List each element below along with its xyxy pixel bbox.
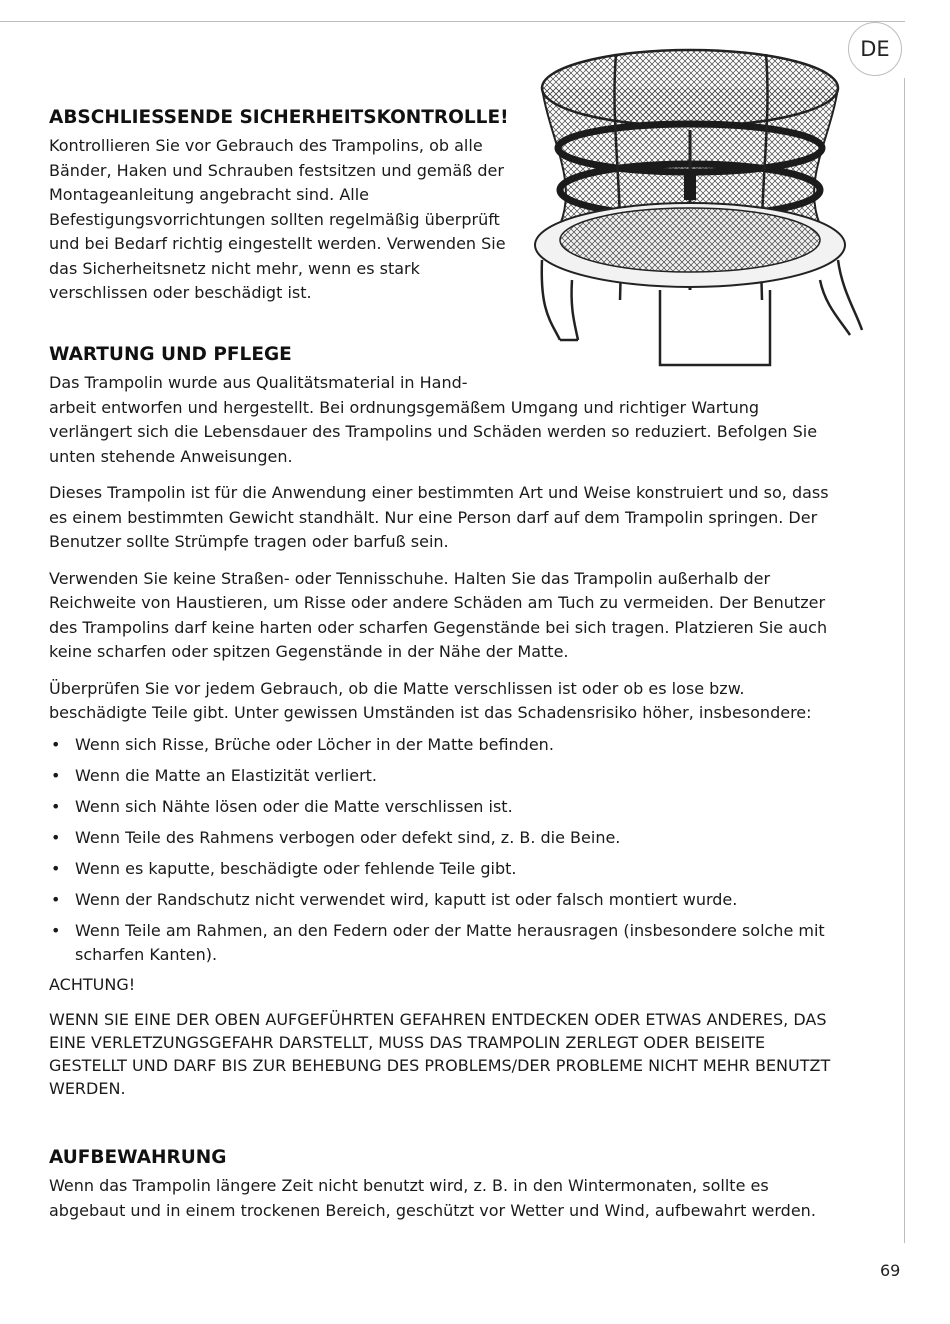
intro-line: Das Trampolin wurde aus Qualitätsmaterial in Hand- — [49, 373, 468, 392]
top-rule — [0, 21, 905, 22]
warning-text: WENN SIE EINE DER OBEN AUFGEFÜHRTEN GEFAHREN ENTDECKEN ODER ETWAS ANDERES, DAS EINE VERLETZUNGSGEFAHR DARSTELLT, MUSS DAS TRAMPOLIN ZERLEGT ODER BEISEITE GESTELLT UND DARF BIS ZUR BEHEBUNG DES PROBLEMS/DER PROBLEME NICHT MEHR BENUTZT WERDEN. — [49, 1010, 831, 1098]
damage-risk-list — [49, 733, 839, 968]
page-number: 69 — [880, 1261, 901, 1280]
bullet-icon: • — [51, 920, 61, 940]
list-item: • Wenn die Matte an Elastizität verliert. — [49, 764, 839, 789]
list-item: • Wenn der Randschutz nicht verwendet wird, kaputt ist oder falsch montiert wurde. — [49, 888, 839, 913]
bullet-icon: • — [51, 858, 61, 878]
bullet-icon: • — [51, 765, 61, 785]
section-maintenance-care — [49, 343, 839, 1112]
language-badge: DE — [848, 22, 902, 76]
section-text: Kontrollieren Sie vor Gebrauch des Trampolins, ob alle Bänder, Haken und Schrauben festsitzen und gemäß der Montageanleitung angebracht sind. Alle Befestigungsvorrichtungen sollten regelmäßig überprüft und bei Bedarf richtig eingestellt werden. Verwenden Sie das Sicherheitsnetz nicht mehr, wenn es stark verschlissen oder beschädigt ist. — [49, 136, 506, 302]
right-margin-rule — [904, 78, 905, 1243]
list-item: • Wenn es kaputte, beschädigte oder fehlende Teile gibt. — [49, 857, 839, 882]
trampoline-illustration-icon — [520, 40, 865, 370]
intro-paragraph: arbeit entworfen und hergestellt. Bei ordnungsgemäßem Umgang und richtiger Wartung verlängert sich die Lebensdauer des Trampolins und Schäden werden so reduziert. Befolgen Sie unten stehende Anweisungen. — [49, 397, 818, 466]
warning-label: ACHTUNG! — [49, 975, 136, 994]
bullet-icon: • — [51, 827, 61, 847]
paragraph: Überprüfen Sie vor jedem Gebrauch, ob die Matte verschlissen ist oder ob es lose bzw. beschädigte Teile gibt. Unter gewissen Umständen ist das Schadensrisiko höher, insbesondere: — [49, 678, 812, 722]
list-item: • Wenn Teile des Rahmens verbogen oder defekt sind, z. B. die Beine. — [49, 826, 839, 851]
section-title: AUFBEWAHRUNG — [49, 1147, 227, 1168]
section-text: Wenn das Trampolin längere Zeit nicht benutzt wird, z. B. in den Wintermonaten, sollte es abgebaut und in einem trockenen Bereich, geschützt vor Wetter und Wind, aufbewahrt werden. — [49, 1176, 816, 1220]
bullet-icon: • — [51, 796, 61, 816]
list-item: • Wenn Teile am Rahmen, an den Federn oder der Matte herausragen (insbesondere solche mit scharfen Kanten). — [51, 920, 825, 964]
list-item: • Wenn sich Risse, Brüche oder Löcher in der Matte befinden. — [49, 733, 839, 758]
list-item: • Wenn sich Nähte lösen oder die Matte verschlissen ist. — [49, 795, 839, 820]
section-final-safety-check — [49, 106, 519, 306]
section-storage — [49, 1146, 839, 1223]
bullet-icon: • — [51, 889, 61, 909]
section-title: WARTUNG UND PFLEGE — [49, 344, 292, 365]
section-title: ABSCHLIESSENDE SICHERHEITSKONTROLLE! — [49, 107, 509, 128]
paragraph: Dieses Trampolin ist für die Anwendung einer bestimmten Art und Weise konstruiert und so, dass es einem bestimmten Gewicht standhält. Nur eine Person darf auf dem Trampolin springen. Der Benutzer sollte Strümpfe tragen oder barfuß sein. — [49, 483, 829, 551]
paragraph: Verwenden Sie keine Straßen- oder Tennisschuhe. Halten Sie das Trampolin außerhalb der Reichweite von Haustieren, um Risse oder andere Schäden am Tuch zu vermeiden. Der Benutzer des Trampolins darf keine harten oder scharfen Gegenstände bei sich tragen. Platzieren Sie auch keine scharfen oder spitzen Gegenstände in der Nähe der Matte. — [49, 568, 828, 661]
bullet-icon: • — [51, 734, 61, 754]
